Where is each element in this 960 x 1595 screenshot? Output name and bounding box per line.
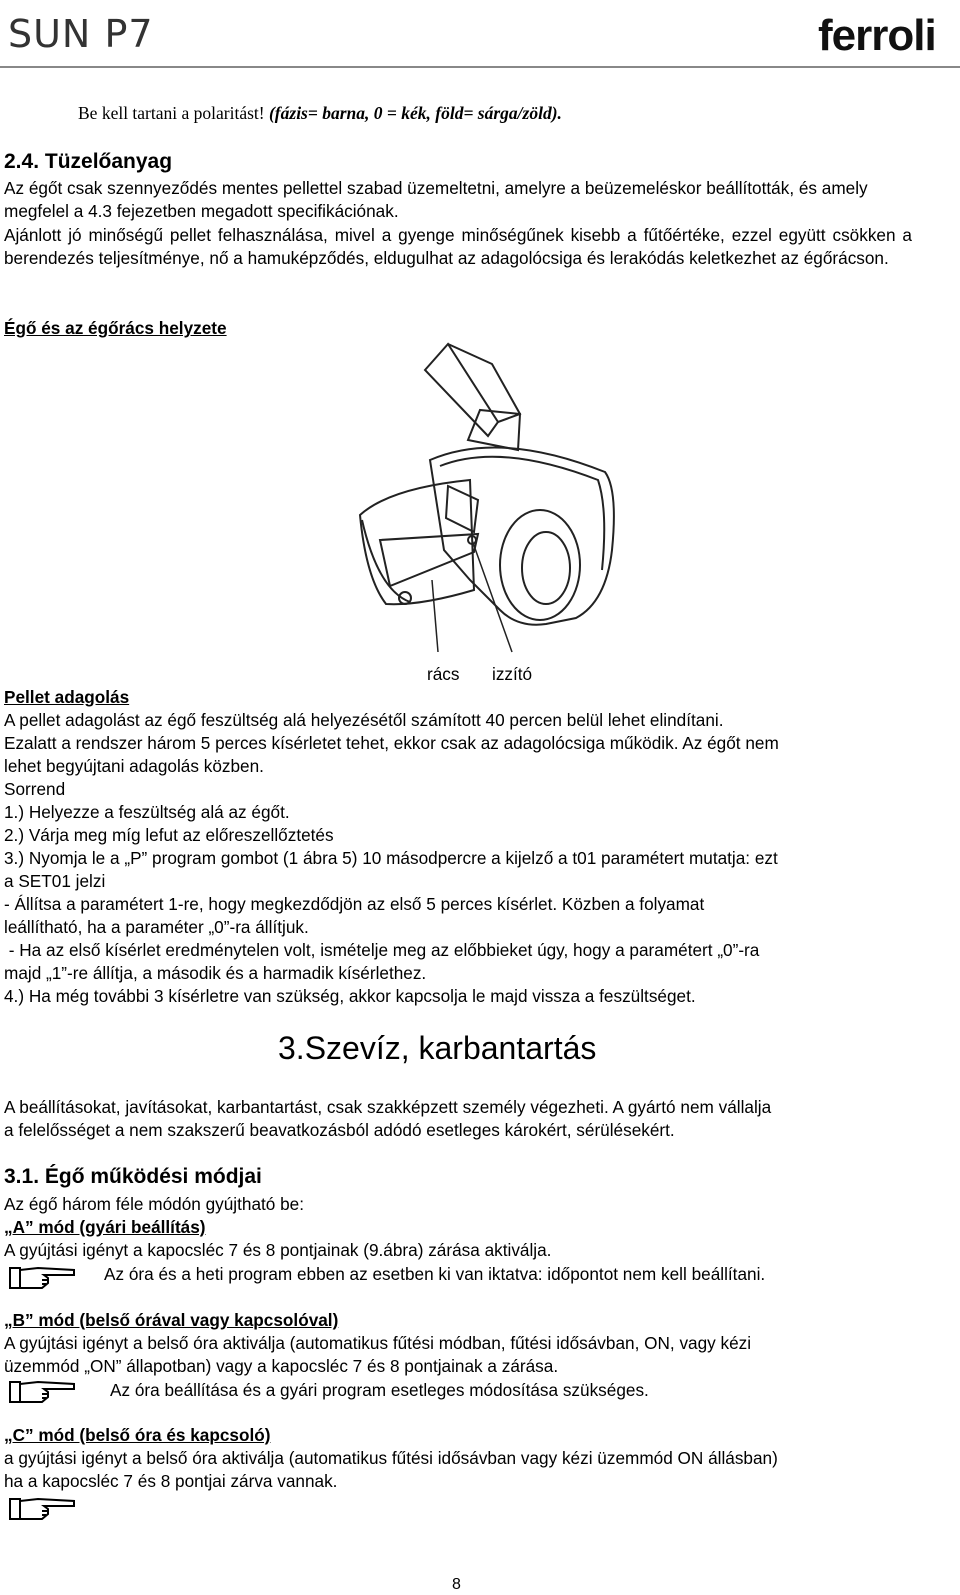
pellet-line: majd „1”-re állítja, a második és a harmadik kísérlethez. bbox=[4, 963, 427, 983]
pointing-hand-icon bbox=[8, 1376, 78, 1406]
fan-inner bbox=[522, 532, 570, 604]
polarity-line bbox=[78, 103, 562, 124]
combustion-tube bbox=[360, 480, 474, 604]
leader-line-racs bbox=[432, 580, 438, 652]
label-racs: rács bbox=[427, 664, 460, 684]
pellet-line: 3.) Nyomja le a „P” program gombot (1 ábra 5) 10 másodpercre a kijelző a t01 paramétert mutatja: ezt bbox=[4, 848, 778, 868]
mode-b-heading: „B” mód (belső órával vagy kapcsolóval) bbox=[4, 1310, 339, 1330]
pellet-line: 2.) Várja meg míg lefut az előreszellőztetés bbox=[4, 825, 334, 845]
mode-a-heading: „A” mód (gyári beállítás) bbox=[4, 1217, 206, 1237]
polarity-emphasis: (fázis= barna, 0 = kék, föld= sárga/zöld). bbox=[268, 103, 562, 123]
mode-a-note: Az óra és a heti program ebben az esetben ki van iktatva: időpontot nem kell beállítani. bbox=[104, 1264, 766, 1284]
tube-edge bbox=[362, 520, 410, 602]
pellet-heading: Pellet adagolás bbox=[4, 687, 130, 707]
pellet-line: lehet begyújtani adagolás közben. bbox=[4, 756, 264, 776]
pellet-line: leállítható, ha a paraméter „0”-ra állítjuk. bbox=[4, 917, 309, 937]
grate bbox=[380, 534, 478, 586]
section-2-4-para2: Ajánlott jó minőségű pellet felhasználása, mivel a gyenge minőségűnek kisebb a fűtőértéke, ezzel együtt csökken a berendezés teljesítménye, nő a hamuképződés, eldugulhat az adagolócsiga és lerakódás keletkezhet az égőrácson. bbox=[4, 225, 912, 268]
pellet-line: A pellet adagolást az égő feszültség alá helyezésétől számított 40 percen belül lehet elindítani. bbox=[4, 710, 724, 730]
section-3-1-title: 3.1. Égő működési módjai bbox=[4, 1165, 262, 1188]
chapter-3-title: 3.Szevíz, karbantartás bbox=[278, 1030, 597, 1066]
pellet-line: a SET01 jelzi bbox=[4, 871, 106, 891]
pellet-line: - Ha az első kísérlet eredménytelen volt, ismételje meg az előbbieket úgy, hogy a paramétert „0”-ra bbox=[4, 940, 760, 960]
page-number: 8 bbox=[452, 1576, 461, 1593]
mode-c-heading: „C” mód (belső óra és kapcsoló) bbox=[4, 1425, 271, 1445]
polarity-text: Be kell tartani a polaritást! bbox=[78, 103, 265, 123]
pellet-line: 1.) Helyezze a feszültség alá az égőt. bbox=[4, 802, 290, 822]
pellet-line: - Állítsa a paramétert 1-re, hogy megkezdődjön az első 5 perces kísérlet. Közben a folyamat bbox=[4, 894, 705, 914]
section-2-4-para1: Az égőt csak szennyeződés mentes pellettel szabad üzemeltetni, amelyre a beüzemeléskor beállították, és amely megfelel a 4.3 fejezetben megadott specifikációnak. bbox=[4, 178, 868, 221]
section-3-1-intro: Az égő három féle módón gyújtható be: bbox=[4, 1194, 305, 1214]
pellet-line: Sorrend bbox=[4, 779, 66, 799]
mode-b-note: Az óra beállítása és a gyári program esetleges módosítása szükséges. bbox=[110, 1380, 649, 1400]
chapter-3-intro-line2: a felelősséget a nem szakszerű beavatkozásból adódó esetleges károkért, sérülésekért. bbox=[4, 1120, 675, 1140]
pointing-hand-icon bbox=[8, 1262, 78, 1292]
pellet-line: Ezalatt a rendszer három 5 perces kísérletet tehet, ekkor csak az adagolócsiga működik. Az égőt nem bbox=[4, 733, 779, 753]
pellet-chute bbox=[446, 486, 478, 532]
mode-c-line1: a gyújtási igényt a belső óra aktiválja (automatikus fűtési idősávban vagy kézi üzemmód ON állásban) bbox=[4, 1448, 778, 1468]
chapter-3-intro-line1: A beállításokat, javításokat, karbantartást, csak szakképzett személy végezheti. A gyártó nem vállalja bbox=[4, 1097, 772, 1117]
ferroli-logo-text: ferroli bbox=[818, 11, 936, 60]
mode-a-text: A gyújtási igényt a kapocsléc 7 és 8 pontjainak (9.ábra) zárása aktiválja. bbox=[4, 1240, 552, 1260]
section-2-4-title: 2.4. Tüzelőanyag bbox=[4, 150, 173, 173]
product-name: SUN P7 bbox=[8, 12, 154, 56]
mode-b-line2: üzemmód „ON” állapotban) vagy a kapocsléc 7 és 8 pontjainak a zárása. bbox=[4, 1356, 559, 1376]
pellet-line: 4.) Ha még további 3 kísérletre van szükség, akkor kapcsolja le majd vissza a feszültséget. bbox=[4, 986, 696, 1006]
ferroli-logo bbox=[814, 6, 944, 62]
burner-illustration bbox=[350, 340, 630, 660]
label-izzito: izzító bbox=[492, 664, 533, 684]
header-divider bbox=[0, 66, 960, 68]
mode-b-line1: A gyújtási igényt a belső óra aktiválja (automatikus fűtési módban, fűtési idősávban, ON, vagy kézi bbox=[4, 1333, 752, 1353]
figure-heading: Égő és az égőrács helyzete bbox=[4, 318, 227, 338]
feed-tube bbox=[425, 344, 498, 436]
pointing-hand-icon bbox=[8, 1493, 78, 1523]
mode-c-line2: ha a kapocsléc 7 és 8 pontjai zárva vannak. bbox=[4, 1471, 338, 1491]
